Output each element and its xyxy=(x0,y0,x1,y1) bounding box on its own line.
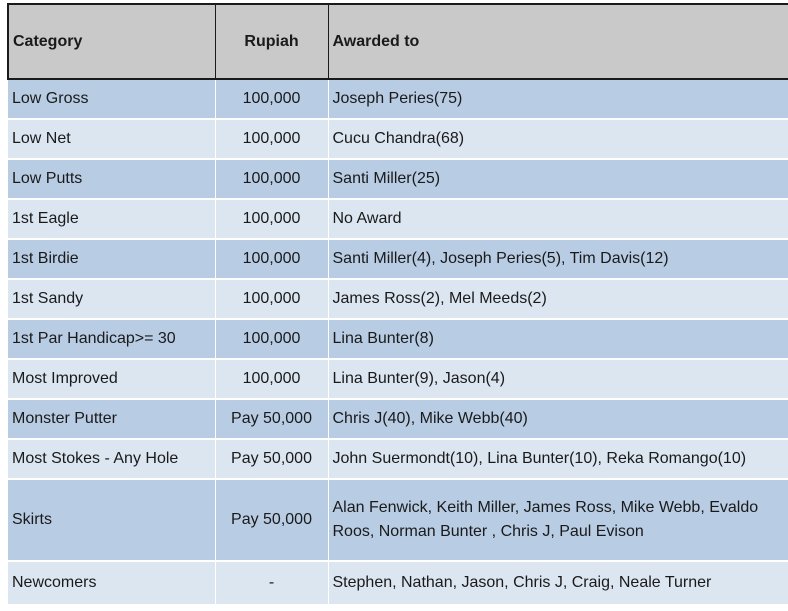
awarded-to-cell: James Ross(2), Mel Meeds(2) xyxy=(328,279,788,319)
table-row xyxy=(8,399,788,439)
awarded-to-cell: Chris J(40), Mike Webb(40) xyxy=(328,399,788,439)
header-rupiah: Rupiah xyxy=(215,4,328,79)
table-row xyxy=(8,239,788,279)
table-row xyxy=(8,199,788,239)
rupiah-cell: 100,000 xyxy=(215,79,328,119)
rupiah-cell: Pay 50,000 xyxy=(215,399,328,439)
awarded-to-cell: Stephen, Nathan, Jason, Chris J, Craig, Neale Turner xyxy=(328,561,788,604)
awarded-to-cell: Lina Bunter(9), Jason(4) xyxy=(328,359,788,399)
header-row xyxy=(8,4,788,79)
table-row xyxy=(8,279,788,319)
table-row xyxy=(8,479,788,561)
header-awarded-to: Awarded to xyxy=(328,4,788,79)
category-cell: Monster Putter xyxy=(8,399,215,439)
category-cell: Most Stokes - Any Hole xyxy=(8,439,215,479)
category-cell: Low Net xyxy=(8,119,215,159)
rupiah-cell: - xyxy=(215,561,328,604)
header-category: Category xyxy=(8,4,215,79)
category-cell: Low Gross xyxy=(8,79,215,119)
table-row xyxy=(8,79,788,119)
table-row xyxy=(8,439,788,479)
awarded-to-cell: Santi Miller(4), Joseph Peries(5), Tim Davis(12) xyxy=(328,239,788,279)
awarded-to-cell: Alan Fenwick, Keith Miller, James Ross, Mike Webb, Evaldo Roos, Norman Bunter , Chris J, Paul Evison xyxy=(328,479,788,561)
awards-table xyxy=(7,3,788,604)
category-cell: Newcomers xyxy=(8,561,215,604)
rupiah-cell: 100,000 xyxy=(215,239,328,279)
rupiah-cell: 100,000 xyxy=(215,279,328,319)
category-cell: Most Improved xyxy=(8,359,215,399)
category-cell: 1st Birdie xyxy=(8,239,215,279)
table-row xyxy=(8,159,788,199)
category-cell: 1st Par Handicap>= 30 xyxy=(8,319,215,359)
category-cell: 1st Eagle xyxy=(8,199,215,239)
rupiah-cell: 100,000 xyxy=(215,319,328,359)
rupiah-cell: 100,000 xyxy=(215,159,328,199)
awarded-to-cell: John Suermondt(10), Lina Bunter(10), Reka Romango(10) xyxy=(328,439,788,479)
rupiah-cell: Pay 50,000 xyxy=(215,439,328,479)
category-cell: Low Putts xyxy=(8,159,215,199)
table-row xyxy=(8,359,788,399)
table-row xyxy=(8,561,788,604)
category-cell: Skirts xyxy=(8,479,215,561)
rupiah-cell: Pay 50,000 xyxy=(215,479,328,561)
rupiah-cell: 100,000 xyxy=(215,119,328,159)
awarded-to-cell: Joseph Peries(75) xyxy=(328,79,788,119)
category-cell: 1st Sandy xyxy=(8,279,215,319)
table-row xyxy=(8,319,788,359)
rupiah-cell: 100,000 xyxy=(215,359,328,399)
awarded-to-cell: Lina Bunter(8) xyxy=(328,319,788,359)
rupiah-cell: 100,000 xyxy=(215,199,328,239)
awarded-to-cell: Cucu Chandra(68) xyxy=(328,119,788,159)
awarded-to-cell: No Award xyxy=(328,199,788,239)
awarded-to-cell: Santi Miller(25) xyxy=(328,159,788,199)
table-row xyxy=(8,119,788,159)
